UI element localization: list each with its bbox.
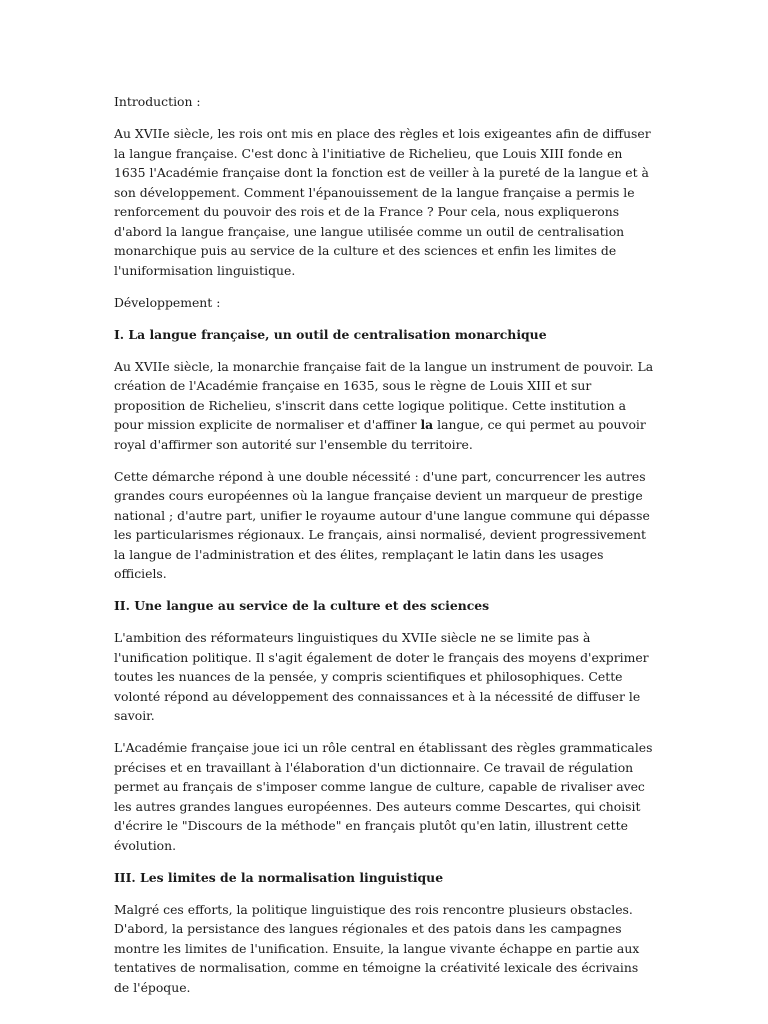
section-2-paragraph-1: L'ambition des réformateurs linguistiques du XVIIe siècle ne se limite pas à l'unification politique. Il s'agit également de doter le français des moyens d'exprimer toutes les nuances de la pensée, y compris scientifiques et philosophiques. Cette volonté répond au développement des connaissances et à la nécessité de diffuser le savoir. (114, 630, 649, 723)
document-page (114, 92, 654, 1010)
section-1-paragraph-1-text-start: Au XVIIe siècle, la monarchie française fait de la langue un instrument de pouvoir. La création de l'Académie française en 1635, sous le règne de Louis XIII et sur proposition de Richelieu, s'inscrit dans cette logique politique. Cette institution a pour mission explicite de normaliser et d'affiner (114, 358, 654, 432)
development-label: Développement : (114, 294, 221, 310)
section-1-paragraph-1-bold-word: la (420, 417, 434, 432)
section-1-paragraph-1 (114, 357, 654, 455)
section-1-paragraph-2: Cette démarche répond à une double nécessité : d'une part, concurrencer les autres grandes cours européennes où la langue française devient un marqueur de prestige national ; d'autre part, unifier le royaume autour d'une langue commune qui dépasse les particularismes régionaux. Le français, ainsi normalisé, devient progressivement la langue de l'administration et des élites, remplaçant le latin dans les usages officiels. (114, 468, 650, 581)
section-1-paragraph-1-text-end: langue, ce qui permet au pouvoir royal d'affirmer son autorité sur l'ensemble du territoire. (114, 417, 646, 452)
intro-label: Introduction : (114, 94, 201, 109)
intro-paragraph: Au XVIIe siècle, les rois ont mis en place des règles et lois exigeantes afin de diffuser la langue française. C'est donc à l'initiative de Richelieu, que Louis XIII fonde en 1635 l'Académie française dont la fonction est de veiller à la pureté de la langue et à son développement. Comment l'épanouissement de la langue française a permis le renforcement du pouvoir des rois et de la France ? Pour cela, nous expliquerons d'abord la langue française, une langue utilisée comme un outil de centralisation monarchique puis au service de la culture et des sciences et enfin les limites de l'uniformisation linguistique. (114, 126, 651, 278)
section-2-heading: II. Une langue au service de la culture et des sciences (114, 598, 490, 613)
section-3-heading: III. Les limites de la normalisation linguistique (114, 869, 444, 885)
section-3-paragraph-1: Malgré ces efforts, la politique linguistique des rois rencontre plusieurs obstacles. D'abord, la persistance des langues régionales et des patois dans les campagnes montre les limites de l'unification. Ensuite, la langue vivante échappe en partie aux tentatives de normalisation, comme en témoigne la créativité lexicale des écrivains de l'époque. (114, 901, 640, 995)
section-1-heading: I. La langue française, un outil de centralisation monarchique (114, 326, 547, 342)
section-2-paragraph-2: L'Académie française joue ici un rôle central en établissant des règles grammaticales précises et en travaillant à l'élaboration d'un dictionnaire. Ce travail de régulation permet au français de s'imposer comme langue de culture, capable de rivaliser avec les autres grandes langues européennes. Des auteurs comme Descartes, qui choisit d'écrire le "Discours de la méthode" en français plutôt qu'en latin, illustrent cette évolution. (114, 740, 653, 853)
